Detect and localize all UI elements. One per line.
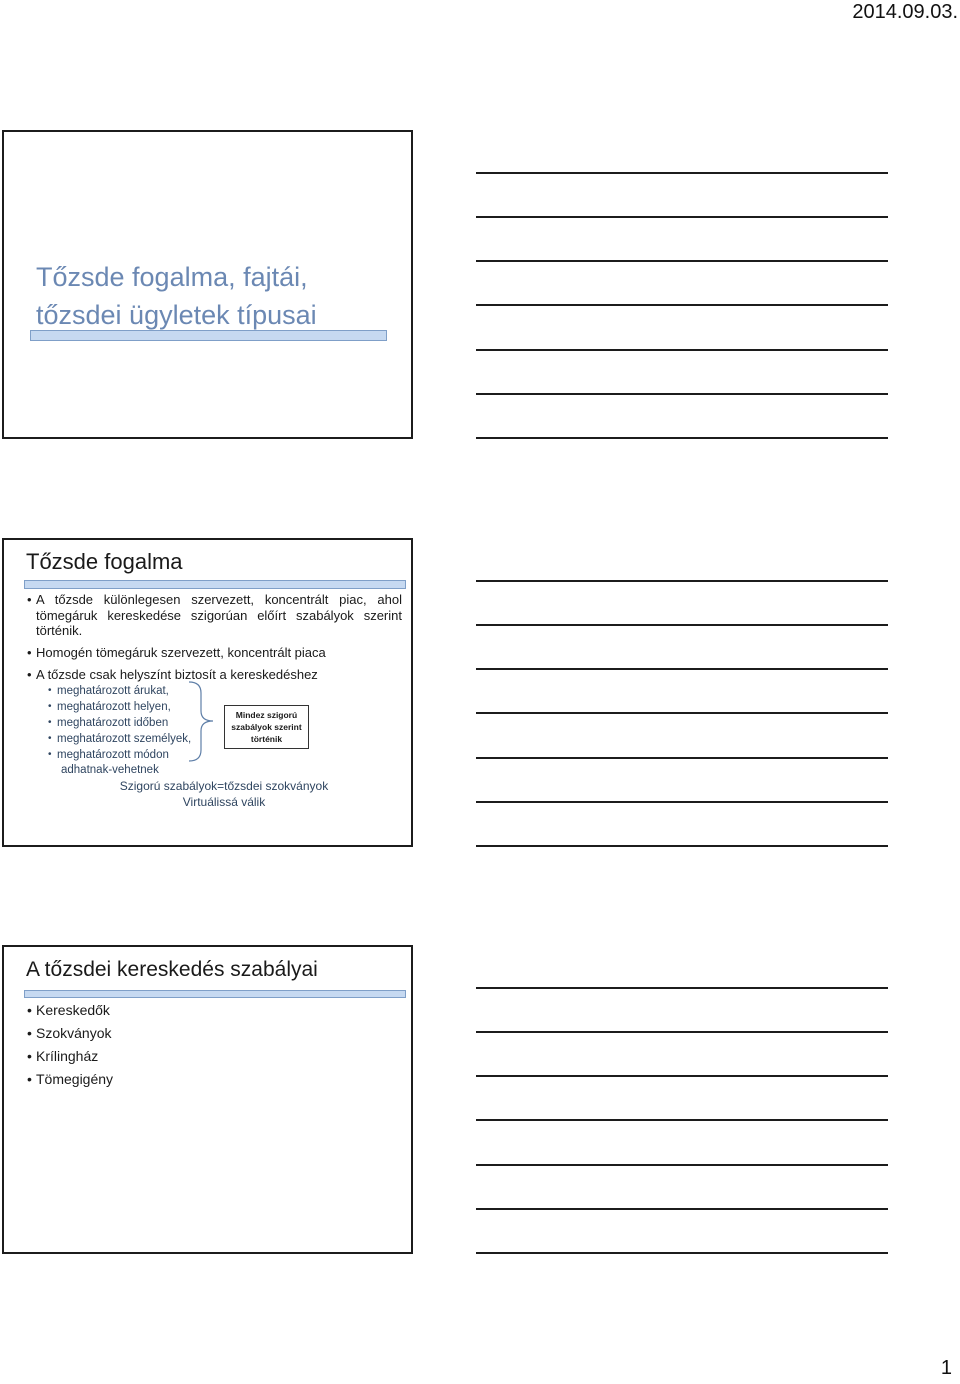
summary-line: Szigorú szabályok=tőzsdei szokványok: [119, 779, 329, 793]
notes-line: [476, 845, 888, 847]
slide-3-thumbnail: [2, 945, 413, 1254]
notes-line: [476, 1208, 888, 1210]
bullet-item: • Szokványok: [36, 1022, 111, 1045]
notes-line: [476, 1075, 888, 1077]
title-underline-bar: [24, 580, 406, 589]
notes-line: [476, 172, 888, 174]
summary-line: Virtuálissá válik: [182, 795, 266, 809]
notes-line: [476, 304, 888, 306]
page-number: 1: [940, 1357, 952, 1379]
bullet-item: • Homogén tömegáruk szervezett, koncentrált piaca: [36, 645, 326, 661]
notes-line: [476, 1252, 888, 1254]
bullet-item: • Tömegigény: [36, 1068, 113, 1091]
notes-line: [476, 349, 888, 351]
bullet-item: • A tőzsde különlegesen szervezett, koncentrált piac, ahol tömegáruk kereskedése szigorúan előírt szabályok szerint történik.: [36, 592, 402, 639]
slide-1-thumbnail: [2, 130, 413, 439]
slide-1-title-line: tőzsdei ügyletek típusai: [36, 300, 317, 330]
slide-1-notes-lines: [476, 172, 888, 442]
notes-line: [476, 712, 888, 714]
notes-line: [476, 801, 888, 803]
curly-brace-icon: [187, 681, 215, 762]
slide-1-title: [36, 258, 317, 334]
notes-line: [476, 1164, 888, 1166]
notes-line: [476, 580, 888, 582]
bullet-item: • Kereskedők: [36, 999, 110, 1022]
notes-line: [476, 757, 888, 759]
slide-2-title: Tőzsde fogalma: [26, 549, 183, 574]
notes-line: [476, 437, 888, 439]
callout-line: szabályok szerint: [231, 722, 302, 732]
sub-bullet-continuation: adhatnak-vehetnek: [61, 764, 159, 776]
sub-bullet-item: • meghatározott árukat,: [57, 683, 169, 699]
slide-1-title-line: Tőzsde fogalma, fajtái,: [36, 262, 308, 292]
callout-line: történik: [250, 734, 283, 744]
title-underline-bar: [30, 330, 387, 341]
notes-line: [476, 1031, 888, 1033]
title-underline-bar: [24, 990, 406, 998]
slide-2-thumbnail: [2, 538, 413, 847]
callout-line: Mindez szigorú: [235, 710, 298, 720]
notes-line: [476, 216, 888, 218]
slide-2-notes-lines: [476, 580, 888, 850]
sub-bullet-item: • meghatározott személyek,: [57, 731, 191, 747]
notes-line: [476, 668, 888, 670]
page-date: 2014.09.03.: [852, 1, 958, 23]
bullet-item: • Krílingház: [36, 1045, 98, 1068]
sub-bullet-item: • meghatározott időben: [57, 715, 168, 731]
notes-line: [476, 987, 888, 989]
notes-line: [476, 260, 888, 262]
slide-2-summary: [94, 778, 354, 810]
bullet-item: • A tőzsde csak helyszínt biztosít a kereskedéshez: [36, 667, 318, 683]
slide-3-title: A tőzsdei kereskedés szabályai: [26, 958, 318, 981]
notes-line: [476, 393, 888, 395]
slide-3-notes-lines: [476, 987, 888, 1257]
notes-line: [476, 624, 888, 626]
callout-box: [224, 705, 309, 749]
sub-bullet-item: • meghatározott helyen,: [57, 699, 171, 715]
notes-line: [476, 1119, 888, 1121]
sub-bullet-item: • meghatározott módon: [57, 747, 169, 763]
